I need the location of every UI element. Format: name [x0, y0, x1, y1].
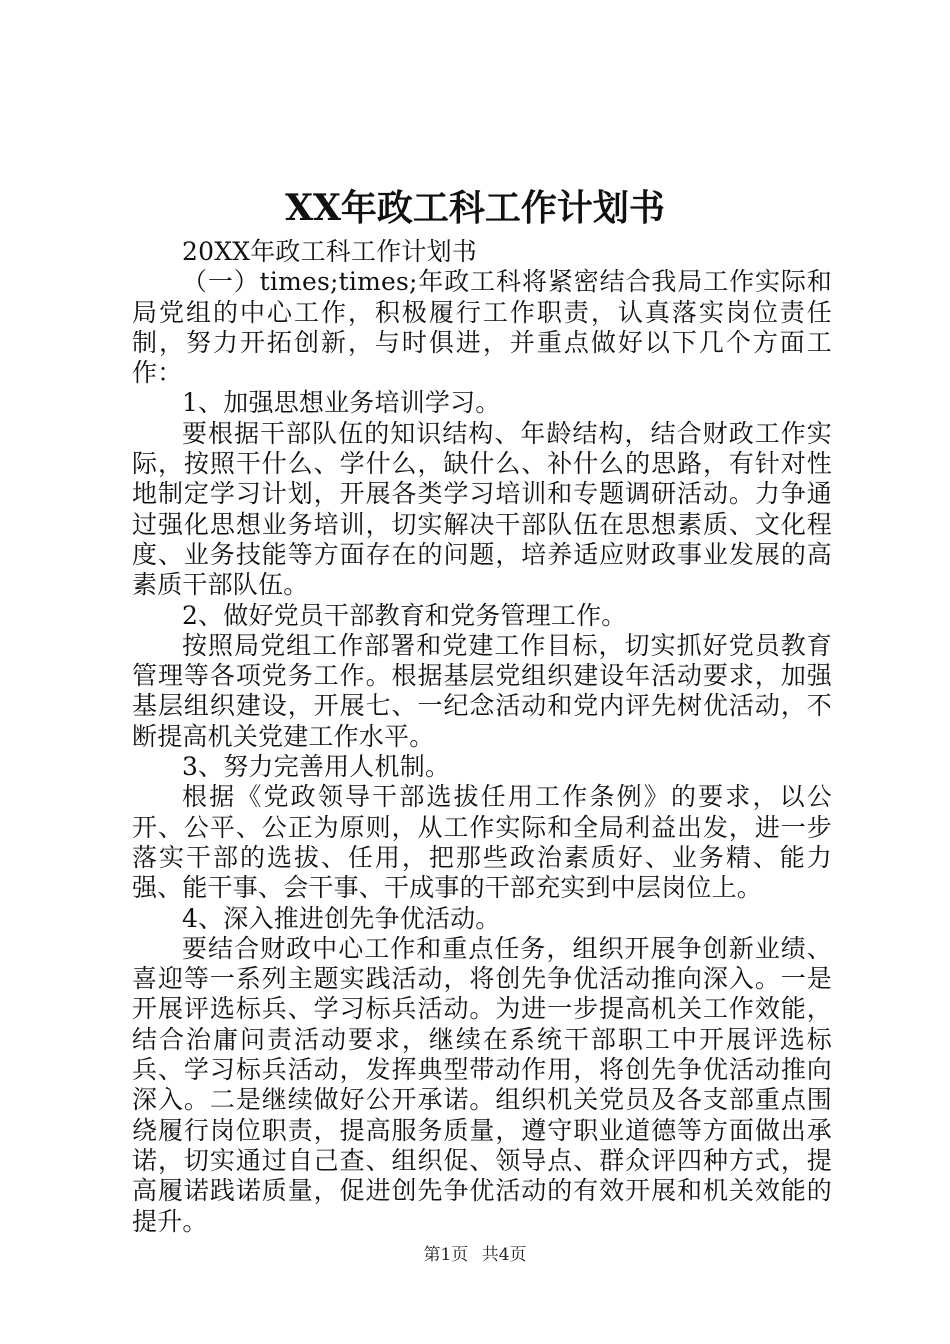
section-heading-1: 1、加强思想业务培训学习。: [182, 388, 501, 418]
document-title: XX年政工科工作计划书: [285, 187, 665, 229]
section-heading-4: 4、深入推进创先争优活动。: [182, 903, 501, 933]
paragraph-intro: （一）times;times;年政工科将紧密结合我局工作实际和局党组的中心工作，积极履行工作职责，认真落实岗位责任制，努力开拓创新，与时俱进，并重点做好以下几个方面工作：: [132, 267, 832, 388]
page-footer: [0, 1240, 950, 1265]
paragraph-section-2: 按照局党组工作部署和党建工作目标，切实抓好党员教育管理等各项党务工作。根据基层党组织建设年活动要求，加强基层组织建设，开展七、一纪念活动和党内评先树优活动，不断提高机关党建工作水平。: [132, 630, 832, 751]
page-number: 第1页: [423, 1245, 469, 1265]
page-total: 共4页: [481, 1245, 527, 1265]
section-heading-3: 3、努力完善用人机制。: [182, 752, 451, 782]
paragraph-section-3: 根据《党政领导干部选拔任用工作条例》的要求，以公开、公平、公正为原则，从工作实际和全局利益出发，进一步落实干部的选拔、任用，把那些政治素质好、业务精、能力强、能干事、会干事、干成事的干部充实到中层岗位上。: [132, 782, 832, 903]
paragraph-section-1: 要根据干部队伍的知识结构、年龄结构，结合财政工作实际，按照干什么、学什么，缺什么、补什么的思路，有针对性地制定学习计划，开展各类学习培训和专题调研活动。力争通过强化思想业务培训，切实解决干部队伍在思想素质、文化程度、业务技能等方面存在的问题，培养适应财政事业发展的高素质干部队伍。: [132, 418, 832, 600]
paragraph-subtitle: 20XX年政工科工作计划书: [182, 237, 478, 266]
document-body: [132, 237, 832, 1237]
section-heading-2: 2、做好党员干部教育和党务管理工作。: [182, 600, 627, 630]
paragraph-section-4: 要结合财政中心工作和重点任务，组织开展争创新业绩、喜迎等一系列主题实践活动，将创先争优活动推向深入。一是开展评选标兵、学习标兵活动。为进一步提高机关工作效能，结合治庸问责活动要求，继续在系统干部职工中开展评选标兵、学习标兵活动，发挥典型带动作用，将创先争优活动推向深入。二是继续做好公开承诺。组织机关党员及各支部重点围绕履行岗位职责，提高服务质量，遵守职业道德等方面做出承诺，切实通过自己查、组织促、领导点、群众评四种方式，提高履诺践诺质量，促进创先争优活动的有效开展和机关效能的提升。: [132, 933, 832, 1236]
